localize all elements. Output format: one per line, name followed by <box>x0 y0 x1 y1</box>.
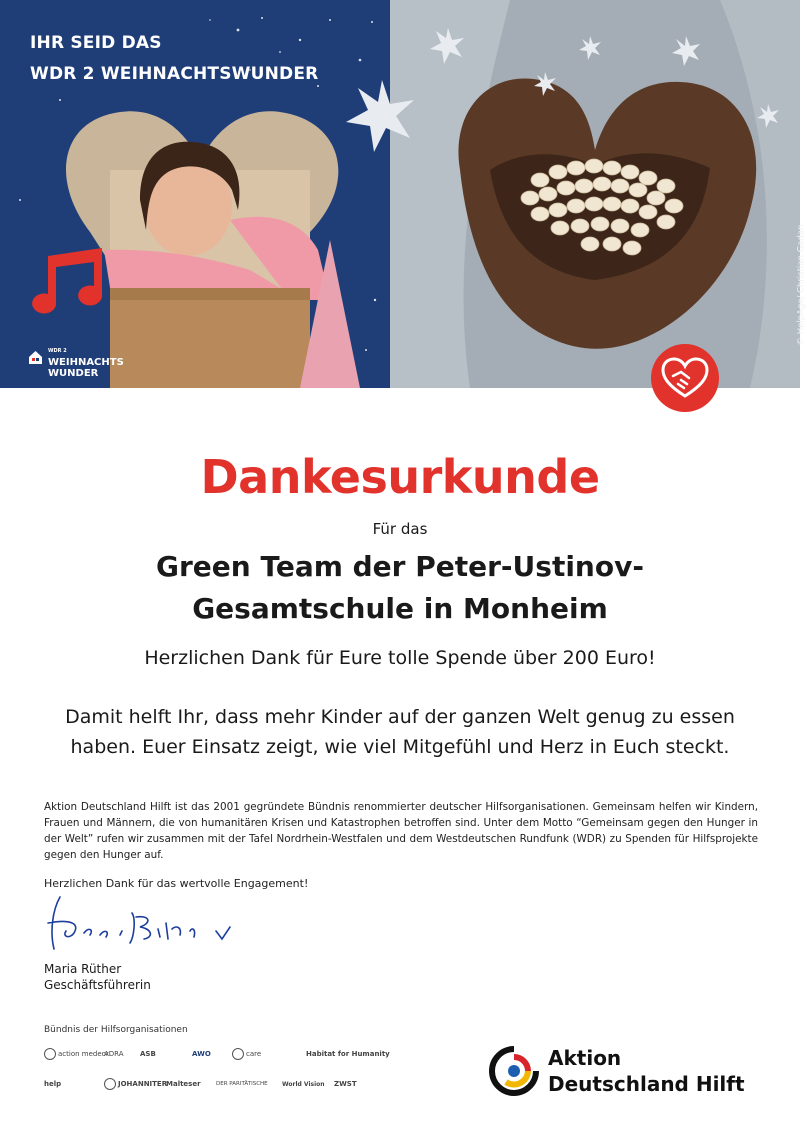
donation-thanks: Herzlichen Dank für Eure tolle Spende über 200 Euro! <box>144 647 656 669</box>
signer-name: Maria Rüther <box>44 962 122 976</box>
star-decorations <box>0 0 800 400</box>
care-icon <box>232 1048 244 1060</box>
partner-logo-johanniter: JOHANNITER <box>104 1076 167 1092</box>
recipient-line-2: Gesamtschule in Monheim <box>192 592 608 625</box>
partner-logo-awo: AWO <box>192 1050 211 1058</box>
partner-logos <box>44 1046 390 1096</box>
org-name-line-1: Aktion <box>548 1046 622 1070</box>
impact-message <box>0 702 800 762</box>
photo-credit: © HelpAge/ Christian Gadan <box>796 224 807 346</box>
wdr-logo-line-2: WUNDER <box>48 368 99 379</box>
cross-icon <box>104 1078 116 1090</box>
about-paragraph: Aktion Deutschland Hilft ist das 2001 gegründete Bündnis renommierter deutscher Hilfsorganisationen. Gemeinsam helfen wir Kindern, Frauen und Männern, die von humanitären Krisen und Katastrophen betroffen sind. Unter dem Motto “Gemeinsam gegen den Hunger in der Welt” rufen wir zusammen mit der Tafel Nordrhein-Westfalen und dem Westdeutschen Rundfunk (WDR) zu Spenden für Hilfsprojekte gegen den Hunger auf. <box>44 801 758 861</box>
wdr-logo-line-1: WEIHNACHTS <box>48 357 124 368</box>
wdr-logo-small: WDR 2 <box>48 348 67 354</box>
partner-logo-asb: ASB <box>140 1050 156 1058</box>
partner-logo-action-medeor: action medeor <box>44 1046 109 1062</box>
partner-logo-malteser: Malteser <box>166 1080 201 1088</box>
heart-handshake-badge <box>651 344 719 412</box>
closing-line: Herzlichen Dank für das wertvolle Engagement! <box>44 877 309 890</box>
partner-logo-adra: ADRA <box>104 1050 124 1058</box>
partner-logo-care: care <box>232 1046 261 1062</box>
org-name-line-2: Deutschland Hilft <box>548 1072 745 1096</box>
aktion-deutschland-hilft-name <box>548 1045 745 1097</box>
impact-message-line-2: haben. Euer Einsatz zeigt, wie viel Mitgefühl und Herz in Euch steckt. <box>70 736 730 758</box>
certificate-title: Dankesurkunde <box>200 450 600 504</box>
signer-role: Geschäftsführerin <box>44 978 151 992</box>
impact-message-line-1: Damit helft Ihr, dass mehr Kinder auf der ganzen Welt genug zu essen <box>65 706 735 728</box>
recipient-name <box>0 546 800 630</box>
heart-hands-icon <box>651 344 719 412</box>
partner-logo-help: help <box>44 1080 62 1088</box>
hero-title-line-2: WDR 2 WEIHNACHTSWUNDER <box>30 64 319 84</box>
partner-logo-habitat: Habitat for Humanity <box>306 1050 390 1058</box>
partner-logo-world-vision: World Vision <box>282 1080 325 1088</box>
for-label: Für das <box>372 520 428 538</box>
hero-banner <box>0 0 807 388</box>
aktion-deutschland-hilft-logo-mark <box>484 1045 544 1097</box>
hero-title-line-1: IHR SEID DAS <box>30 33 162 53</box>
partner-logo-paritaetische: DER PARITÄTISCHE <box>216 1081 268 1087</box>
handwritten-signature <box>40 893 240 955</box>
globe-icon <box>44 1048 56 1060</box>
alliance-heading: Bündnis der Hilfsorganisationen <box>44 1025 188 1035</box>
recipient-line-1: Green Team der Peter-Ustinov- <box>156 550 644 583</box>
partner-logo-zwst: ZWST <box>334 1080 357 1088</box>
